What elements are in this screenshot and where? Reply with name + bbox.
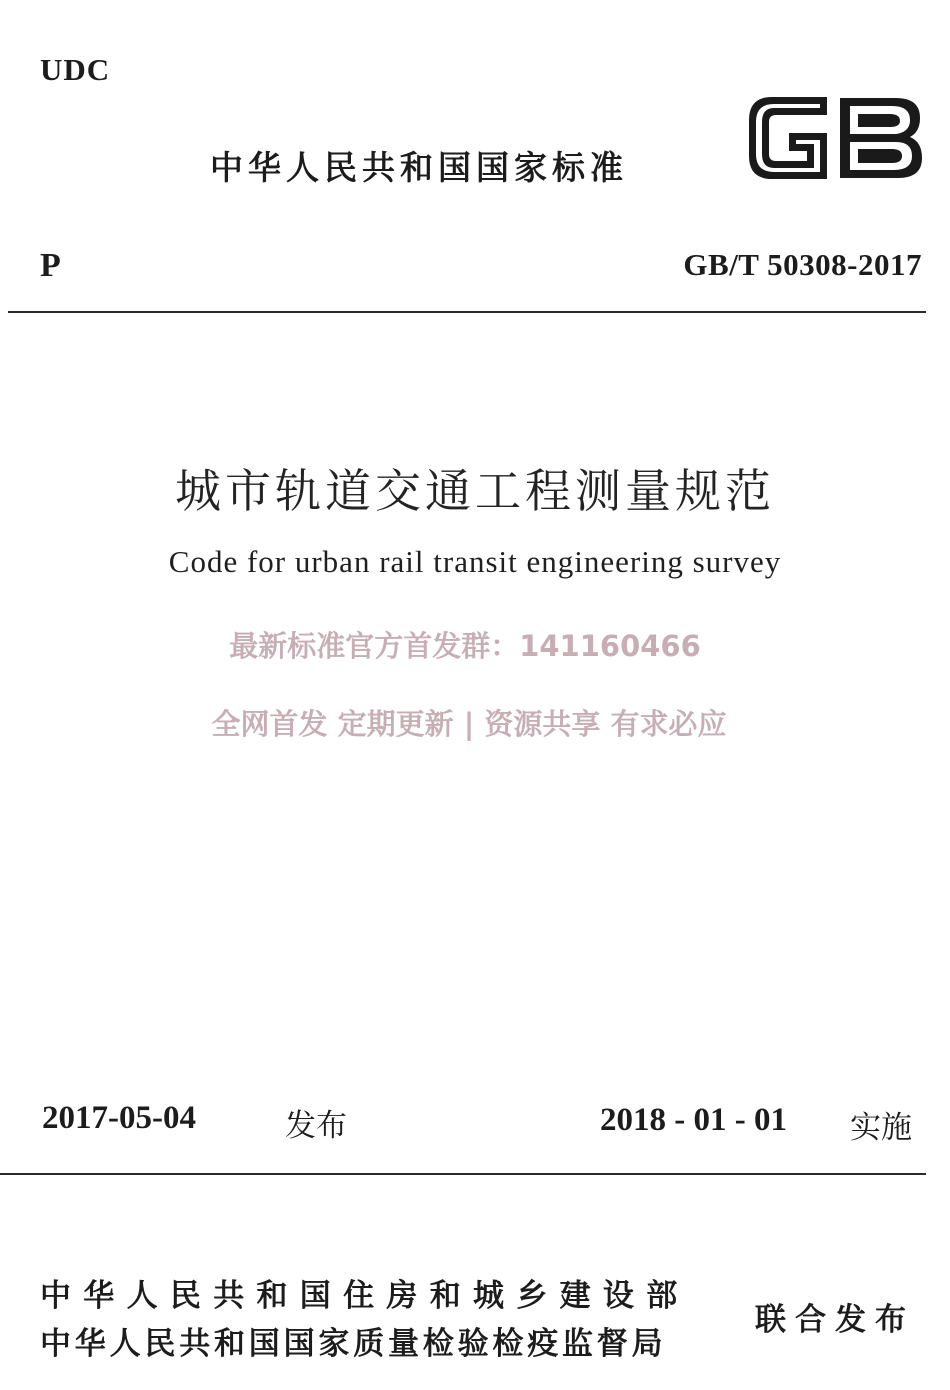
issuer-quality-supervision: 中华人民共和国国家质量检验检疫监督局 — [40, 1326, 667, 1362]
standard-type-heading: 中华人民共和国国家标准 — [210, 148, 628, 187]
implement-label: 实施 — [850, 1110, 912, 1146]
udc-label: UDC — [40, 52, 111, 87]
publish-label: 发布 — [285, 1108, 347, 1144]
watermark-line-2: 全网首发 定期更新 | 资源共享 有求必应 — [211, 707, 727, 741]
standard-number: GB/T 50308-2017 — [683, 247, 922, 282]
implement-date: 2018 - 01 - 01 — [600, 1102, 787, 1138]
publish-date: 2017-05-04 — [42, 1100, 196, 1136]
watermark-line-1: 最新标准官方首发群：141160466 — [229, 629, 701, 663]
bottom-divider — [0, 1173, 926, 1175]
title-english: Code for urban rail transit engineering survey — [168, 544, 782, 579]
gb-logo — [746, 94, 924, 182]
joint-issue-label: 联合发布 — [755, 1302, 915, 1338]
classification-code: P — [40, 247, 61, 284]
issuer-ministry-housing: 中华人民共和国住房和城乡建设部 — [40, 1278, 690, 1314]
title-chinese: 城市轨道交通工程测量规范 — [175, 464, 775, 518]
top-divider — [8, 311, 926, 313]
